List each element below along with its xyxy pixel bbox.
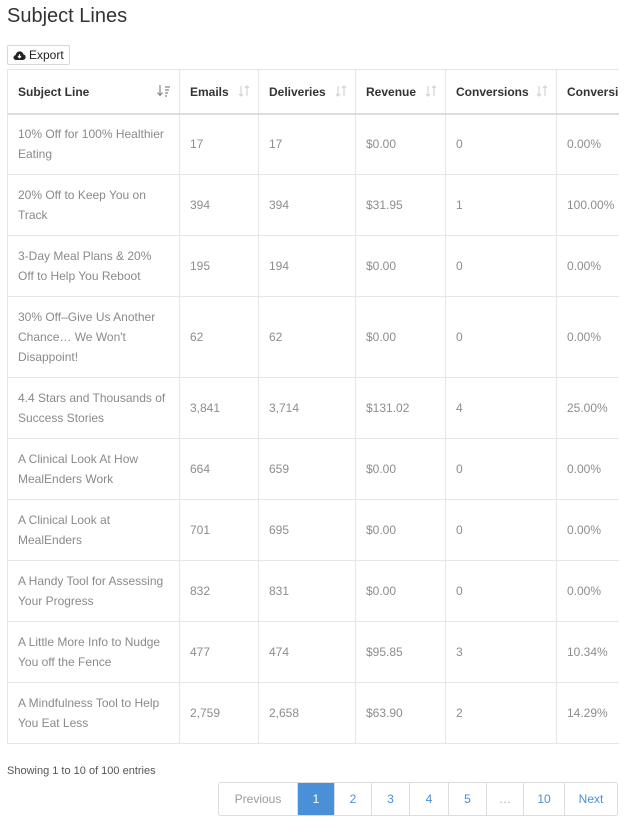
cell-revenue: $0.00	[356, 500, 446, 561]
cell-emails: 62	[180, 297, 259, 378]
cell-subject-line: 20% Off to Keep You on Track	[8, 175, 180, 236]
cell-revenue: $0.00	[356, 439, 446, 500]
cell-subject-line: 10% Off for 100% Healthier Eating	[8, 114, 180, 175]
col-header-emails[interactable]: Emails	[180, 70, 259, 114]
cell-conversion-rate: 14.29%	[557, 683, 620, 744]
col-header-deliveries[interactable]: Deliveries	[259, 70, 356, 114]
pagination	[218, 782, 618, 816]
cell-revenue: $0.00	[356, 114, 446, 175]
cell-deliveries: 695	[259, 500, 356, 561]
cell-emails: 17	[180, 114, 259, 175]
cell-subject-line: A Clinical Look at MealEnders	[8, 500, 180, 561]
cell-revenue: $131.02	[356, 378, 446, 439]
table-row	[8, 236, 620, 297]
cell-subject-line: A Little More Info to Nudge You off the Fence	[8, 622, 180, 683]
table-row	[8, 561, 620, 622]
page-3-button[interactable]: 3	[371, 783, 409, 815]
cell-conversion-rate: 100.00%	[557, 175, 620, 236]
cell-deliveries: 3,714	[259, 378, 356, 439]
cell-emails: 701	[180, 500, 259, 561]
cell-emails: 664	[180, 439, 259, 500]
table-row	[8, 378, 620, 439]
page-10-button[interactable]: 10	[523, 783, 564, 815]
cell-revenue: $0.00	[356, 236, 446, 297]
table-row	[8, 175, 620, 236]
cell-subject-line: A Mindfulness Tool to Help You Eat Less	[8, 683, 180, 744]
subject-lines-table-container[interactable]	[7, 69, 619, 747]
cell-deliveries: 394	[259, 175, 356, 236]
sort-both-icon	[238, 85, 250, 100]
cell-conversions: 0	[446, 114, 557, 175]
previous-page-button[interactable]: Previous	[234, 792, 282, 806]
cell-conversion-rate: 0.00%	[557, 297, 620, 378]
table-row	[8, 683, 620, 744]
page-title: Subject Lines	[7, 5, 128, 27]
cell-conversion-rate: 0.00%	[557, 500, 620, 561]
cell-subject-line: 30% Off–Give Us Another Chance… We Won't Disappoint!	[8, 297, 180, 378]
col-header-conversions[interactable]: Conversions	[446, 70, 557, 114]
cell-revenue: $0.00	[356, 297, 446, 378]
sort-desc-icon	[157, 85, 171, 100]
export-button[interactable]	[7, 45, 70, 65]
cell-deliveries: 194	[259, 236, 356, 297]
cell-conversion-rate: 25.00%	[557, 378, 620, 439]
col-header-conversion-rate[interactable]: Conversi	[557, 70, 620, 114]
cell-emails: 477	[180, 622, 259, 683]
cell-conversion-rate: 0.00%	[557, 561, 620, 622]
cell-deliveries: 831	[259, 561, 356, 622]
cell-deliveries: 474	[259, 622, 356, 683]
cell-emails: 394	[180, 175, 259, 236]
sort-both-icon	[425, 85, 437, 100]
cell-conversions: 0	[446, 236, 557, 297]
cell-conversions: 4	[446, 378, 557, 439]
table-row	[8, 500, 620, 561]
cell-emails: 195	[180, 236, 259, 297]
cell-deliveries: 2,658	[259, 683, 356, 744]
cell-conversions: 0	[446, 500, 557, 561]
cell-deliveries: 659	[259, 439, 356, 500]
cell-conversions: 1	[446, 175, 557, 236]
page-4-button[interactable]: 4	[409, 783, 448, 815]
cell-revenue: $31.95	[356, 175, 446, 236]
next-page-button[interactable]: Next	[564, 783, 617, 815]
col-header-revenue[interactable]: Revenue	[356, 70, 446, 114]
export-label: Export	[29, 48, 64, 62]
cell-conversions: 0	[446, 561, 557, 622]
cell-conversions: 0	[446, 439, 557, 500]
cell-subject-line: A Handy Tool for Assessing Your Progress	[8, 561, 180, 622]
table-row	[8, 622, 620, 683]
pagination-info: Showing 1 to 10 of 100 entries	[7, 765, 156, 777]
table-header-row	[8, 70, 620, 114]
cell-conversion-rate: 0.00%	[557, 114, 620, 175]
sort-both-icon	[335, 85, 347, 100]
table-row	[8, 114, 620, 175]
subject-lines-table	[7, 69, 619, 744]
cell-subject-line: 4.4 Stars and Thousands of Success Stories	[8, 378, 180, 439]
page-1-button[interactable]: 1	[297, 783, 334, 815]
cell-conversions: 0	[446, 297, 557, 378]
cell-conversions: 3	[446, 622, 557, 683]
page-5-button[interactable]: 5	[448, 783, 486, 815]
cell-revenue: $95.85	[356, 622, 446, 683]
cell-deliveries: 62	[259, 297, 356, 378]
cloud-download-icon	[13, 50, 26, 61]
sort-both-icon	[536, 85, 548, 100]
cell-conversion-rate: 0.00%	[557, 236, 620, 297]
cell-subject-line: A Clinical Look At How MealEnders Work	[8, 439, 180, 500]
cell-conversion-rate: 0.00%	[557, 439, 620, 500]
cell-emails: 2,759	[180, 683, 259, 744]
cell-revenue: $63.90	[356, 683, 446, 744]
table-row	[8, 297, 620, 378]
table-row	[8, 439, 620, 500]
cell-emails: 3,841	[180, 378, 259, 439]
cell-conversions: 2	[446, 683, 557, 744]
page-2-button[interactable]: 2	[334, 783, 371, 815]
cell-revenue: $0.00	[356, 561, 446, 622]
col-header-subject-line[interactable]: Subject Line	[8, 70, 180, 114]
cell-conversion-rate: 10.34%	[557, 622, 620, 683]
cell-subject-line: 3-Day Meal Plans & 20% Off to Help You Reboot	[8, 236, 180, 297]
cell-deliveries: 17	[259, 114, 356, 175]
pagination-ellipsis: …	[486, 783, 523, 815]
cell-emails: 832	[180, 561, 259, 622]
